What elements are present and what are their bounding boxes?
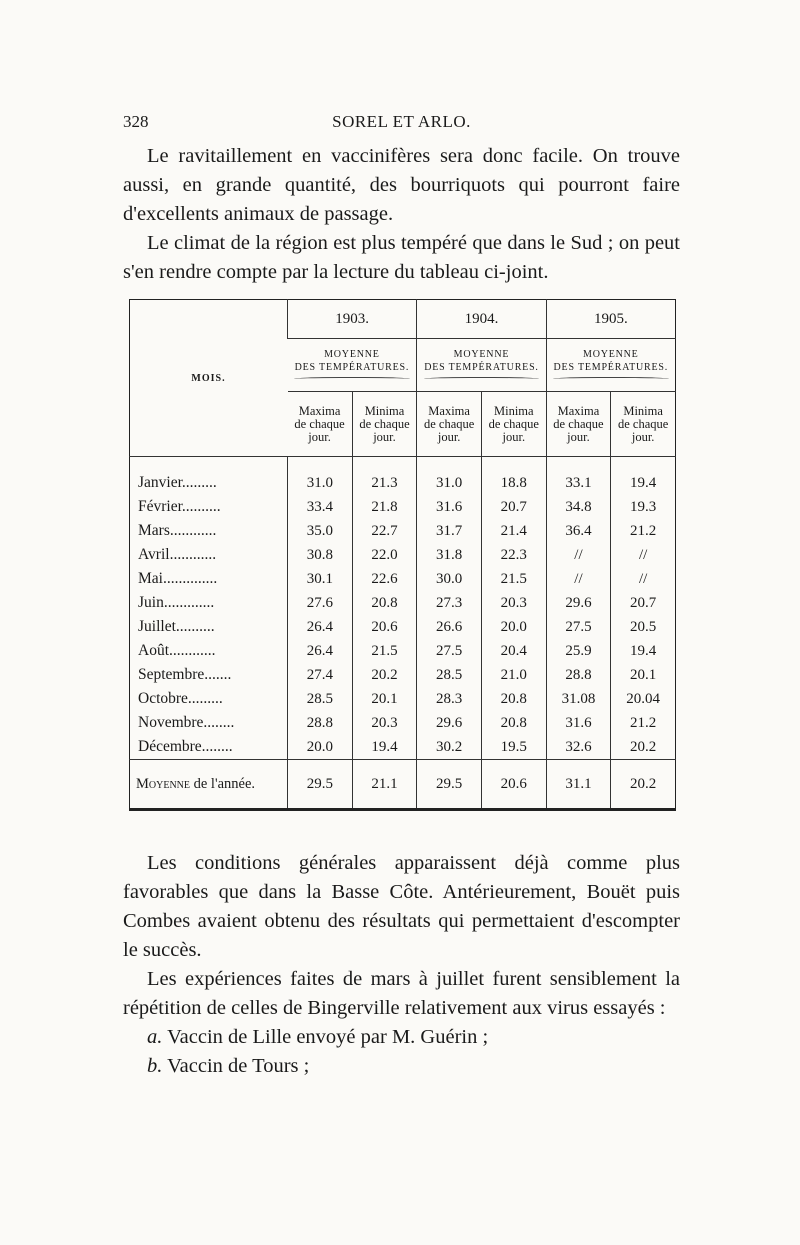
list-text: Vaccin de Lille envoyé par M. Guérin ; — [162, 1026, 489, 1048]
value-cell: 20.7 — [481, 495, 546, 519]
value-cell: 33.4 — [288, 495, 353, 519]
mois-header: MOIS. — [130, 300, 288, 457]
value-cell: 19.3 — [611, 495, 676, 519]
moyenne-header — [288, 339, 417, 392]
value-cell: 26.6 — [417, 615, 482, 639]
value-cell: 20.1 — [352, 687, 417, 711]
average-cell: 21.1 — [352, 760, 417, 810]
temperatures-label: DES TEMPÉRATURES. — [294, 362, 410, 373]
value-cell: 20.8 — [352, 591, 417, 615]
average-label — [130, 760, 288, 810]
list-item — [123, 1052, 680, 1081]
maxima-header: Maxima de chaque jour. — [417, 392, 482, 457]
year-1903: 1903. — [288, 300, 417, 339]
month-cell: Mai.............. — [138, 570, 218, 587]
value-cell: 21.5 — [352, 639, 417, 663]
running-title: SOREL ET ARLO. — [332, 112, 471, 131]
year-1905: 1905. — [546, 300, 675, 339]
month-cell: Avril............ — [138, 546, 217, 563]
value-cell: 20.2 — [352, 663, 417, 687]
value-cell: 20.6 — [352, 615, 417, 639]
value-cell: 29.6 — [546, 591, 611, 615]
paragraph: Les conditions générales apparaissent déjà comme plus favorables que dans la Basse Côte. Antérieurement, Bouët puis Combes avaient obtenu des résultats qui permettaient d'escompter le succès. — [123, 852, 680, 961]
table-row — [130, 711, 676, 735]
value-cell: 20.7 — [611, 591, 676, 615]
value-cell: 21.0 — [481, 663, 546, 687]
average-cell: 29.5 — [288, 760, 353, 810]
minima-header: Minima de chaque jour. — [352, 392, 417, 457]
table-row — [130, 615, 676, 639]
value-cell: // — [546, 567, 611, 591]
value-cell: 20.04 — [611, 687, 676, 711]
moyenne-label: MOYENNE — [453, 349, 510, 360]
moyenne-header — [546, 339, 675, 392]
month-cell: Mars............ — [138, 522, 217, 539]
value-cell: 33.1 — [546, 457, 611, 496]
month-cell: Février.......... — [138, 498, 221, 515]
moyenne-header — [417, 339, 546, 392]
value-cell: 20.3 — [481, 591, 546, 615]
table-row — [130, 663, 676, 687]
table-row — [130, 639, 676, 663]
table-row — [130, 543, 676, 567]
value-cell: 27.3 — [417, 591, 482, 615]
temperature-table — [129, 299, 676, 811]
month-cell: Juillet.......... — [138, 618, 215, 635]
table-body — [130, 457, 676, 760]
list-item — [123, 1023, 680, 1052]
value-cell: 21.3 — [352, 457, 417, 496]
year-header-row — [130, 300, 676, 339]
value-cell: 20.8 — [481, 687, 546, 711]
value-cell: 20.2 — [611, 735, 676, 760]
table-row — [130, 519, 676, 543]
value-cell: 31.8 — [417, 543, 482, 567]
table-row — [130, 495, 676, 519]
temperatures-label: DES TEMPÉRATURES. — [553, 362, 669, 373]
value-cell: 27.5 — [417, 639, 482, 663]
value-cell: 21.8 — [352, 495, 417, 519]
value-cell: 29.6 — [417, 711, 482, 735]
value-cell: 27.4 — [288, 663, 353, 687]
text-after-table — [123, 849, 680, 1081]
table-row — [130, 687, 676, 711]
value-cell: 26.4 — [288, 615, 353, 639]
table-row — [130, 567, 676, 591]
page — [123, 112, 680, 1081]
value-cell: 31.6 — [417, 495, 482, 519]
value-cell: 30.1 — [288, 567, 353, 591]
table-row — [130, 457, 676, 496]
year-1904: 1904. — [417, 300, 546, 339]
value-cell: 28.5 — [417, 663, 482, 687]
value-cell: 28.8 — [546, 663, 611, 687]
value-cell: 34.8 — [546, 495, 611, 519]
value-cell: 36.4 — [546, 519, 611, 543]
average-cell: 20.6 — [481, 760, 546, 810]
list-marker: a. — [147, 1026, 163, 1048]
value-cell: 20.5 — [611, 615, 676, 639]
value-cell: // — [611, 567, 676, 591]
value-cell: 31.7 — [417, 519, 482, 543]
value-cell: 20.0 — [481, 615, 546, 639]
month-cell: Octobre......... — [138, 690, 223, 707]
value-cell: 30.0 — [417, 567, 482, 591]
value-cell: 31.08 — [546, 687, 611, 711]
value-cell: 31.0 — [288, 457, 353, 496]
average-cell: 20.2 — [611, 760, 676, 810]
table-row — [130, 591, 676, 615]
value-cell: 27.6 — [288, 591, 353, 615]
value-cell: 27.5 — [546, 615, 611, 639]
moyenne-label: MOYENNE — [324, 349, 380, 360]
value-cell: 20.4 — [481, 639, 546, 663]
value-cell: 31.0 — [417, 457, 482, 496]
value-cell: // — [611, 543, 676, 567]
value-cell: 28.8 — [288, 711, 353, 735]
average-label-rest: de l'année. — [190, 775, 256, 792]
paragraph: Les expériences faites de mars à juillet furent sensiblement la répétition de celles de Bingerville relativement aux virus essayés : — [123, 968, 680, 1019]
running-head — [123, 112, 680, 142]
month-cell: Août............ — [138, 642, 216, 659]
minima-header: Minima de chaque jour. — [611, 392, 676, 457]
brace — [294, 377, 410, 382]
value-cell: 21.2 — [611, 711, 676, 735]
value-cell: 20.8 — [481, 711, 546, 735]
month-cell: Janvier......... — [138, 474, 217, 491]
paragraph: Le climat de la région est plus tempéré que dans le Sud ; on peut s'en rendre compte par la lecture du tableau ci-joint. — [123, 232, 680, 283]
month-cell: Novembre........ — [138, 714, 235, 731]
average-label-sc: Moyenne — [136, 775, 190, 792]
table-row — [130, 735, 676, 760]
average-cell: 29.5 — [417, 760, 482, 810]
value-cell: 22.6 — [352, 567, 417, 591]
value-cell: 20.3 — [352, 711, 417, 735]
maxima-header: Maxima de chaque jour. — [288, 392, 353, 457]
value-cell: 19.4 — [611, 457, 676, 496]
maxima-header: Maxima de chaque jour. — [546, 392, 611, 457]
value-cell: 28.5 — [288, 687, 353, 711]
value-cell: 19.4 — [352, 735, 417, 760]
month-cell: Juin............. — [138, 594, 215, 611]
value-cell: 22.3 — [481, 543, 546, 567]
value-cell: 18.8 — [481, 457, 546, 496]
month-cell: Septembre....... — [138, 666, 232, 683]
list-text: Vaccin de Tours ; — [162, 1055, 310, 1077]
value-cell: 22.0 — [352, 543, 417, 567]
value-cell: 20.0 — [288, 735, 353, 760]
temperatures-label: DES TEMPÉRATURES. — [424, 362, 539, 373]
value-cell: 20.1 — [611, 663, 676, 687]
moyenne-label: MOYENNE — [583, 349, 639, 360]
value-cell: 21.2 — [611, 519, 676, 543]
paragraph: Le ravitaillement en vaccinifères sera donc facile. On trouve aussi, en grande quantité, des bourriquots qui pourront faire d'excellents animaux de passage. — [123, 145, 680, 225]
value-cell: 21.4 — [481, 519, 546, 543]
minima-header: Minima de chaque jour. — [481, 392, 546, 457]
average-cell: 31.1 — [546, 760, 611, 810]
value-cell: 28.3 — [417, 687, 482, 711]
value-cell: 21.5 — [481, 567, 546, 591]
value-cell: 26.4 — [288, 639, 353, 663]
value-cell: 19.4 — [611, 639, 676, 663]
value-cell: 35.0 — [288, 519, 353, 543]
value-cell: 30.8 — [288, 543, 353, 567]
value-cell: 22.7 — [352, 519, 417, 543]
list-marker: b. — [147, 1055, 163, 1077]
brace — [424, 377, 539, 382]
value-cell: 25.9 — [546, 639, 611, 663]
page-number: 328 — [123, 112, 149, 131]
brace — [553, 377, 669, 382]
value-cell: // — [546, 543, 611, 567]
month-cell: Décembre........ — [138, 738, 233, 755]
value-cell: 19.5 — [481, 735, 546, 760]
value-cell: 30.2 — [417, 735, 482, 760]
value-cell: 32.6 — [546, 735, 611, 760]
value-cell: 31.6 — [546, 711, 611, 735]
average-row — [130, 760, 676, 810]
